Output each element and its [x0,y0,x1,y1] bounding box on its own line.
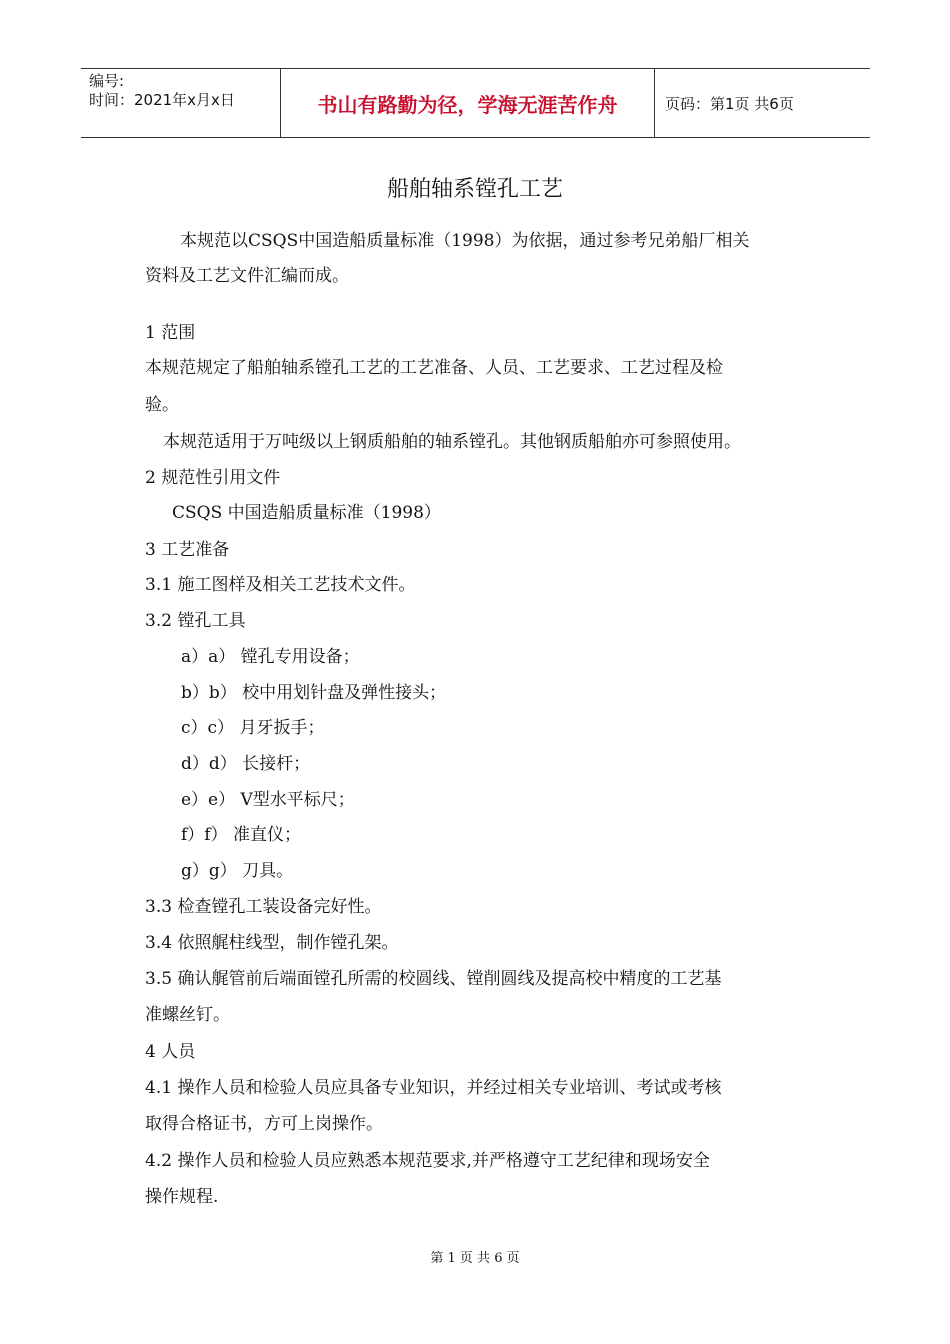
section-heading-1: 1 范围 [145,323,196,343]
section-heading-4: 4 人员 [145,1042,196,1062]
list-item: e）e） V型水平标尺； [181,790,355,810]
header-motto: 书山有路勤为径，学海无涯苦作舟 [281,69,655,137]
subsection-line: 3.2 镗孔工具 [145,611,246,631]
section-heading-3: 3 工艺准备 [145,540,230,560]
subsection-line: 3.4 依照艉柱线型，制作镗孔架。 [145,933,399,953]
document-title: 船舶轴系镗孔工艺 [386,177,563,202]
paragraph-line: 操作规程. [145,1187,219,1207]
intro-line-2: 资料及工艺文件汇编而成。 [145,266,349,286]
document-time-label: 时间：2021年x月x日 [89,91,235,109]
subsection-line: 4.1 操作人员和检验人员应具备专业知识，并经过相关专业培训、考试或考核 [145,1078,722,1098]
subsection-line: 3.5 确认艉管前后端面镗孔所需的校圆线、镗削圆线及提高校中精度的工艺基 [145,969,722,989]
list-item: c）c） 月牙扳手； [181,718,325,738]
paragraph-line: 验。 [145,395,179,415]
document-number-label: 编号: [89,72,125,90]
subsection-line: 3.3 检查镗孔工装设备完好性。 [145,897,382,917]
paragraph-line: 本规范适用于万吨级以上钢质船舶的轴系镗孔。其他钢质船舶亦可参照使用。 [163,432,741,452]
header-page-info: 页码：第1页 共6页 [665,94,794,113]
paragraph-line: 本规范规定了船舶轴系镗孔工艺的工艺准备、人员、工艺要求、工艺过程及检 [145,358,723,378]
paragraph-line: 准螺丝钉。 [145,1005,230,1025]
subsection-line: 4.2 操作人员和检验人员应熟悉本规范要求,并严格遵守工艺纪律和现场安全 [145,1151,710,1171]
subsection-line: 3.1 施工图样及相关工艺技术文件。 [145,575,416,595]
list-item: d）d） 长接杆； [181,754,311,774]
list-item: b）b） 校中用划针盘及弹性接头； [181,683,447,703]
section-heading-2: 2 规范性引用文件 [145,468,281,488]
page-footer: 第 1 页 共 6 页 [430,1251,520,1266]
list-item: g）g） 刀具。 [181,861,294,881]
page-header [81,68,870,138]
intro-line-1: 本规范以CSQS中国造船质量标准（1998）为依据，通过参考兄弟船厂相关 [180,231,750,251]
list-item: f）f） 准直仪； [181,825,301,845]
paragraph-line: 取得合格证书，方可上岗操作。 [145,1114,383,1134]
reference-line: CSQS 中国造船质量标准（1998） [172,503,441,523]
header-meta [81,69,281,137]
list-item: a）a） 镗孔专用设备； [181,647,360,667]
